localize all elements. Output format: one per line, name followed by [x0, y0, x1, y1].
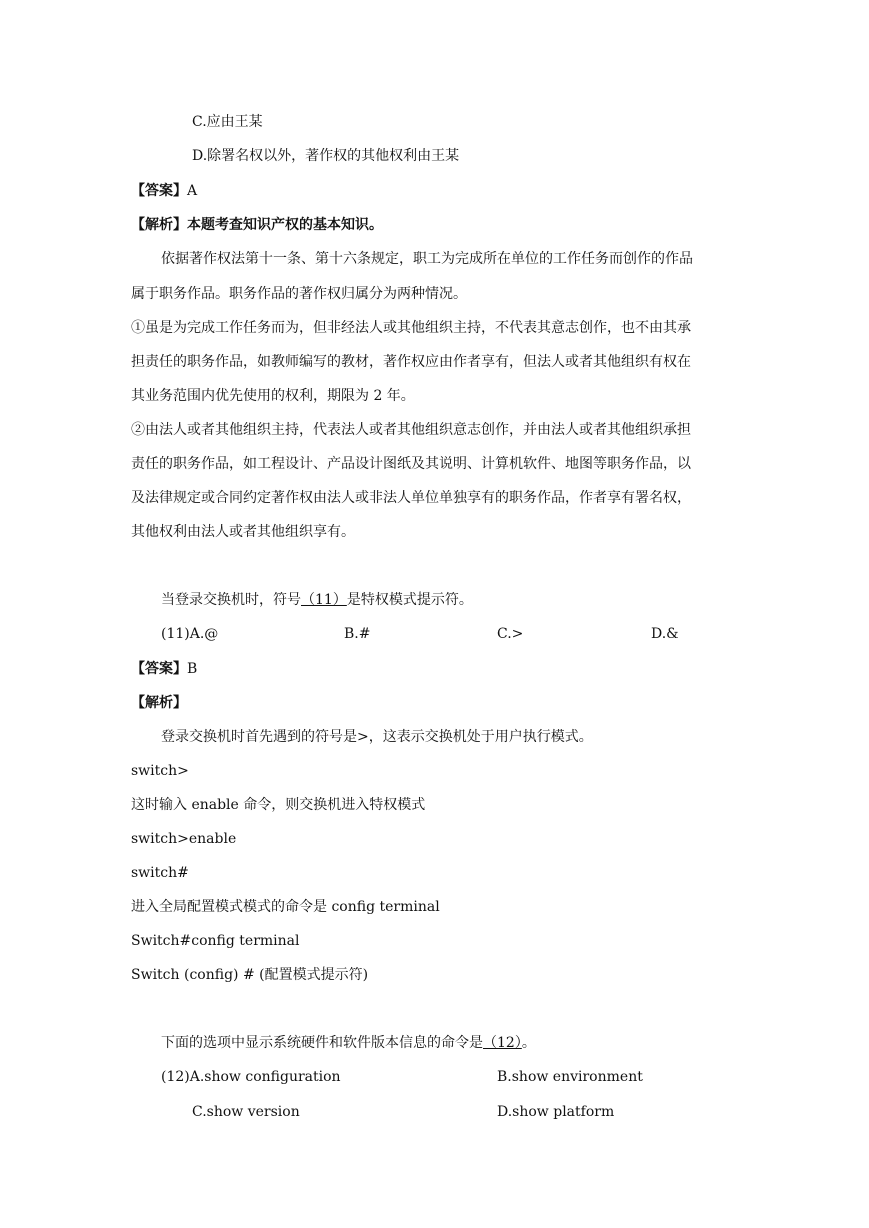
q1-para2-line2: 担责任的职务作品，如教师编写的教材，著作权应由作者享有，但法人或者其他组织有权在: [131, 354, 691, 370]
q2-stem: [161, 590, 473, 610]
q2-analysis-line: Switch (config) # (配置模式提示符): [131, 967, 369, 983]
answer-label: 【答案】: [131, 183, 187, 199]
q3-blank: （12）: [483, 1035, 522, 1051]
q2-stem-post: 是特权模式提示符。: [346, 592, 473, 608]
q3-stem-pre: 下面的选项中显示系统硬件和软件版本信息的命令是: [161, 1035, 483, 1051]
q2-analysis-line: switch>enable: [131, 831, 237, 847]
q2-stem-pre: 当登录交换机时，符号: [161, 592, 301, 608]
q2-option-a: (11)A.@: [161, 626, 219, 642]
q1-option-d: D.除署名权以外，著作权的其他权利由王某: [192, 148, 460, 164]
q2-analysis-line: Switch#config terminal: [131, 933, 300, 949]
q1-para1-line1: 依据著作权法第十一条、第十六条规定，职工为完成所在单位的工作任务而创作的作品: [161, 251, 693, 267]
answer-label: 【答案】: [131, 661, 187, 677]
analysis-title: 本题考查知识产权的基本知识。: [187, 217, 383, 233]
q2-analysis-line: switch>: [131, 763, 189, 779]
q1-para2-line3: 其业务范围内优先使用的权利，期限为 2 年。: [131, 388, 415, 404]
q1-answer: [131, 181, 197, 201]
q1-option-c: C.应由王某: [192, 114, 263, 130]
q2-option-c: C.>: [497, 626, 524, 642]
q2-option-d: D.&: [651, 626, 679, 642]
q1-para2-line1: ①虽是为完成工作任务而为，但非经法人或其他组织主持，不代表其意志创作，也不由其承: [131, 320, 691, 336]
q1-para3-line1: ②由法人或者其他组织主持，代表法人或者其他组织意志创作，并由法人或者其他组织承担: [131, 422, 691, 438]
q3-option-c: C.show version: [192, 1104, 300, 1120]
q1-para3-line4: 其他权利由法人或者其他组织享有。: [131, 524, 355, 540]
q3-option-d: D.show platform: [497, 1104, 615, 1120]
q1-para3-line3: 及法律规定或合同约定著作权由法人或非法人单位单独享有的职务作品，作者享有署名权，: [131, 490, 691, 506]
q2-analysis-heading: 【解析】: [131, 695, 187, 711]
q3-option-b: B.show environment: [497, 1069, 643, 1085]
q1-para3-line2: 责任的职务作品，如工程设计、产品设计图纸及其说明、计算机软件、地图等职务作品，以: [131, 456, 691, 472]
q2-analysis-line: 这时输入 enable 命令，则交换机进入特权模式: [131, 797, 426, 813]
q2-answer: [131, 659, 197, 679]
q3-stem-post: 。: [521, 1035, 536, 1051]
answer-value: A: [187, 183, 198, 199]
q3-option-a: (12)A.show configuration: [161, 1069, 341, 1085]
q2-option-b: B.#: [344, 626, 371, 642]
q2-blank: （11）: [301, 592, 347, 608]
analysis-label: 【解析】: [131, 217, 187, 233]
q1-para1-line2: 属于职务作品。职务作品的著作权归属分为两种情况。: [131, 286, 467, 302]
q2-analysis-line: 进入全局配置模式模式的命令是 config terminal: [131, 899, 440, 915]
answer-value: B: [187, 661, 198, 677]
q2-analysis-line: switch#: [131, 865, 189, 881]
q1-analysis-heading: [131, 215, 383, 235]
q3-stem: [161, 1033, 536, 1053]
q2-analysis-line: 登录交换机时首先遇到的符号是>，这表示交换机处于用户执行模式。: [161, 729, 593, 745]
